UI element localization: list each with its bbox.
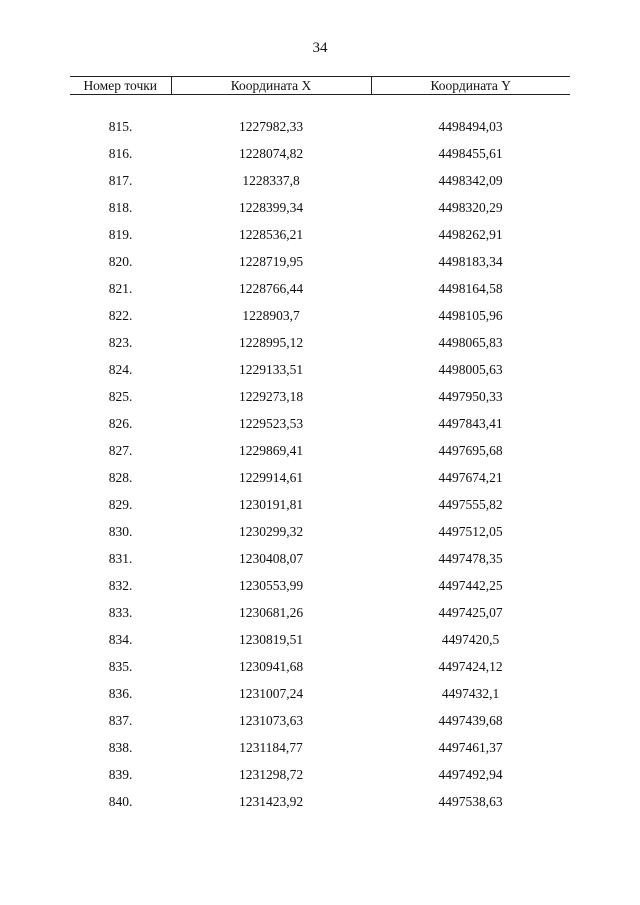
coordinate-y-cell: 4498455,61 [438, 146, 503, 161]
coordinate-x-cell: 1228719,95 [238, 254, 304, 269]
coordinate-x-cell: 1230299,32 [238, 524, 304, 539]
coordinate-x-cell: 1231423,92 [238, 794, 304, 809]
table-row [70, 761, 570, 788]
coordinate-y-cell: 4498005,63 [438, 362, 503, 377]
table-row [70, 194, 570, 221]
coordinate-x-cell: 1229869,41 [238, 443, 304, 458]
point-number-cell: 830. [108, 524, 133, 539]
point-number-cell: 828. [108, 470, 133, 485]
coordinate-y-cell: 4498183,34 [438, 254, 503, 269]
point-number-cell: 831. [108, 551, 133, 566]
coordinate-x-cell: 1231007,24 [238, 686, 304, 701]
table-row [70, 599, 570, 626]
point-number-cell: 840. [108, 794, 133, 809]
coordinate-x-cell: 1229133,51 [238, 362, 304, 377]
coordinate-y-cell: 4497439,68 [438, 713, 503, 728]
header-spacer [70, 95, 570, 114]
coordinate-y-cell: 4497424,12 [438, 659, 503, 674]
point-number-cell: 820. [108, 254, 133, 269]
table-row [70, 248, 570, 275]
point-number-cell: 838. [108, 740, 133, 755]
coordinate-x-cell: 1229273,18 [238, 389, 304, 404]
coordinate-x-cell: 1228903,7 [242, 308, 300, 323]
point-number-cell: 822. [108, 308, 133, 323]
coordinate-x-cell: 1230191,81 [238, 497, 304, 512]
coordinate-y-cell: 4497442,25 [438, 578, 503, 593]
coordinate-y-cell: 4497492,94 [438, 767, 503, 782]
point-number-cell: 839. [108, 767, 133, 782]
table-row [70, 140, 570, 167]
coordinate-y-cell: 4497420,5 [441, 632, 500, 647]
coordinate-y-cell: 4497432,1 [441, 686, 500, 701]
coordinate-x-cell: 1228399,34 [238, 200, 304, 215]
coordinate-y-cell: 4497478,35 [438, 551, 503, 566]
point-number-cell: 836. [108, 686, 133, 701]
page-number: 34 [312, 40, 328, 56]
coordinate-x-cell: 1231184,77 [239, 740, 303, 755]
coordinate-y-cell: 4498105,96 [438, 308, 503, 323]
coordinate-x-cell: 1228766,44 [238, 281, 304, 296]
table-row [70, 167, 570, 194]
point-number-cell: 823. [108, 335, 133, 350]
point-number-cell: 821. [108, 281, 133, 296]
table-row [70, 707, 570, 734]
table-row [70, 437, 570, 464]
coordinate-y-cell: 4498164,58 [438, 281, 503, 296]
point-number-cell: 816. [108, 146, 133, 161]
table-row [70, 113, 570, 140]
coordinate-y-cell: 4497512,05 [438, 524, 503, 539]
table-row [70, 410, 570, 437]
coordinate-x-cell: 1231298,72 [238, 767, 304, 782]
coordinate-x-cell: 1230681,26 [238, 605, 304, 620]
table-row [70, 653, 570, 680]
table-row [70, 680, 570, 707]
header-row [70, 77, 570, 95]
coordinate-x-cell: 1227982,33 [238, 119, 304, 134]
point-number-cell: 817. [108, 173, 133, 188]
table-row [70, 626, 570, 653]
coordinate-y-cell: 4498494,03 [438, 119, 503, 134]
coordinates-table [70, 76, 570, 815]
coordinate-x-cell: 1230941,68 [238, 659, 304, 674]
table-row [70, 464, 570, 491]
point-number-cell: 824. [108, 362, 133, 377]
table-row [70, 275, 570, 302]
coordinate-x-cell: 1230819,51 [238, 632, 304, 647]
table-row [70, 572, 570, 599]
table-header [70, 77, 570, 95]
point-number-cell: 815. [108, 119, 133, 134]
header-coordinate-y: Координата Y [371, 77, 570, 95]
coordinate-y-cell: 4497461,37 [438, 740, 503, 755]
header-coordinate-x: Координата X [171, 77, 371, 95]
coordinate-y-cell: 4498065,83 [438, 335, 503, 350]
coordinate-y-cell: 4498320,29 [438, 200, 503, 215]
table-row [70, 221, 570, 248]
table-row [70, 383, 570, 410]
coordinate-x-cell: 1230408,07 [238, 551, 304, 566]
header-point-number: Номер точки [70, 77, 171, 95]
coordinate-x-cell: 1228995,12 [238, 335, 304, 350]
coordinate-x-cell: 1228337,8 [242, 173, 300, 188]
point-number-cell: 819. [108, 227, 133, 242]
coordinate-y-cell: 4497950,33 [438, 389, 503, 404]
table-row [70, 545, 570, 572]
point-number-cell: 833. [108, 605, 133, 620]
coordinate-y-cell: 4497674,21 [438, 470, 503, 485]
point-number-cell: 835. [108, 659, 133, 674]
coordinate-y-cell: 4497425,07 [438, 605, 503, 620]
table-row [70, 329, 570, 356]
table-row [70, 788, 570, 815]
table-row [70, 356, 570, 383]
coordinate-y-cell: 4497843,41 [438, 416, 503, 431]
coordinate-y-cell: 4497555,82 [438, 497, 503, 512]
point-number-cell: 825. [108, 389, 133, 404]
point-number-cell: 834. [108, 632, 133, 647]
coordinate-x-cell: 1231073,63 [238, 713, 304, 728]
coordinate-x-cell: 1229523,53 [238, 416, 304, 431]
coordinate-x-cell: 1229914,61 [238, 470, 304, 485]
point-number-cell: 832. [108, 578, 133, 593]
table-body [70, 95, 570, 816]
table-row [70, 302, 570, 329]
coordinate-y-cell: 4498342,09 [438, 173, 503, 188]
point-number-cell: 827. [108, 443, 133, 458]
point-number-cell: 837. [108, 713, 133, 728]
coordinate-x-cell: 1230553,99 [238, 578, 304, 593]
point-number-cell: 826. [108, 416, 133, 431]
coordinate-x-cell: 1228074,82 [238, 146, 304, 161]
table-row [70, 518, 570, 545]
coordinate-y-cell: 4497538,63 [438, 794, 503, 809]
table-row [70, 491, 570, 518]
table-row [70, 734, 570, 761]
coordinate-y-cell: 4498262,91 [438, 227, 503, 242]
coordinate-y-cell: 4497695,68 [438, 443, 503, 458]
spacer-cell [70, 95, 570, 114]
point-number-cell: 818. [108, 200, 133, 215]
coordinate-x-cell: 1228536,21 [238, 227, 304, 242]
point-number-cell: 829. [108, 497, 133, 512]
